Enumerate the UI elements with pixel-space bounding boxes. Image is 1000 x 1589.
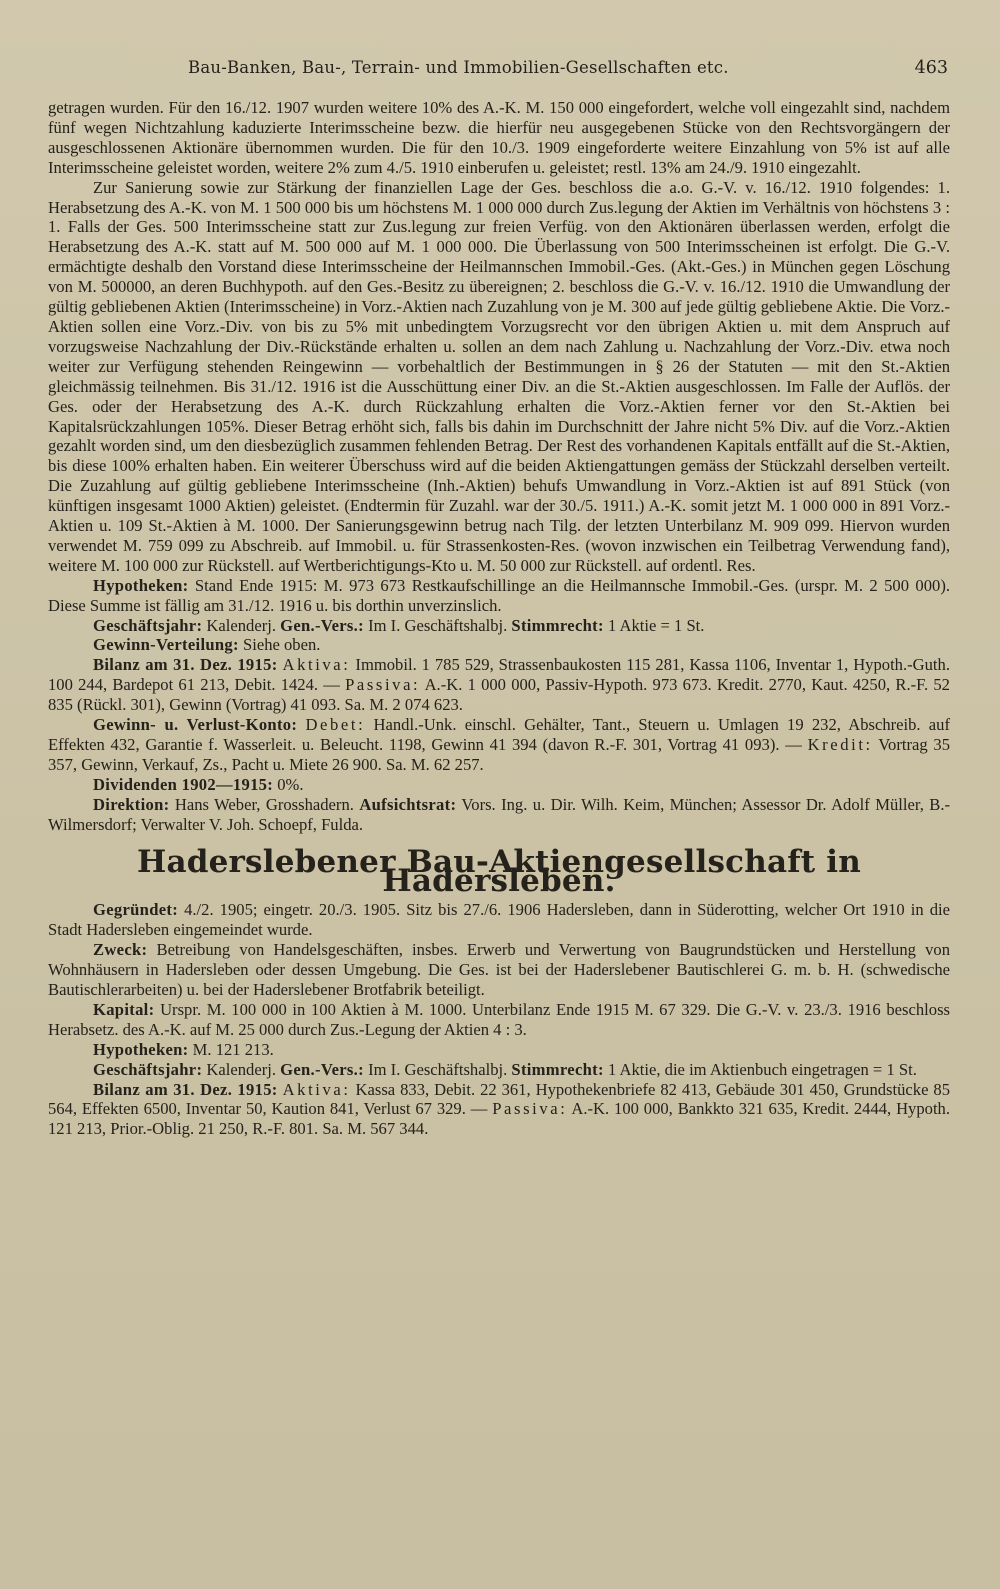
entry-label: Zweck: <box>93 940 148 960</box>
paragraph: getragen wurden. Für den 16./12. 1907 wurden weitere 10% des A.-K. M. 150 000 eingefordert, welche voll eingezahlt sind, nachdem fünf wegen Nichtzahlung kaduzierte Interimsscheine bezw. die hierfür neu ausgegebenen Stücke von den Rechtsvorgängern der ausgeschlossenen Aktionäre übernommen wurden. Die für den 10./3. 1909 eingeforderte weitere Einzahlung von 5% ist auf alle Interimsscheine geleistet worden, weitere 2% zum 4./5. 1910 einberufen u. geleistet; restl. 13% am 24./9. 1910 eingezahlt. <box>48 98 950 177</box>
entry-text: Im I. Geschäftshalbj. <box>363 1059 512 1079</box>
entry-text: 1 Aktie, die im Aktienbuch eingetragen = 1 St. <box>603 1059 917 1079</box>
running-head <box>188 58 948 78</box>
entry-label: Gen.-Vers.: <box>280 1059 364 1079</box>
passiva-label: Passiva: <box>492 1099 568 1119</box>
entry-label: Gewinn-Verteilung: <box>93 635 239 655</box>
entry-text: A.-K. 100 000, Bankkto 321 635, Kredit. 2444, Hypoth. 121 213, Prior.-Oblig. 21 250, R.-F. 801. Sa. M. 567 344. <box>48 1099 951 1139</box>
entry-kapital <box>48 1000 950 1040</box>
body-text <box>48 98 950 1139</box>
entry-text: 4./2. 1905; eingetr. 20./3. 1905. Sitz bis 27./6. 1906 Hadersleben, dann in Süderotting, welcher Ort 1910 in die Stadt Hadersleben eingemeindet wurde. <box>48 900 950 940</box>
entry-bilanz <box>48 655 950 715</box>
entry-geschaeftsjahr-2 <box>48 1060 950 1080</box>
entry-label: Kapital: <box>93 999 155 1019</box>
entry-guv <box>48 715 950 775</box>
entry-label: Gen.-Vers.: <box>280 615 364 635</box>
entry-hypotheken-2 <box>48 1040 950 1060</box>
entry-text: Immobil. 1 785 529, Strassenbaukosten 115 281, Kassa 1106, Inventar 1, Hypoth.-Guth. 100 244, Bardepot 61 213, Debit. 1424. — <box>48 655 950 695</box>
entry-text: 0%. <box>273 774 304 794</box>
running-title: Bau-Banken, Bau-, Terrain- und Immobilien-Gesellschaften etc. <box>188 58 729 77</box>
entry-direktion <box>48 795 950 835</box>
entry-dividenden <box>48 775 950 795</box>
passiva-label: Passiva: <box>345 675 421 695</box>
entry-label: Dividenden 1902—1915: <box>93 774 274 794</box>
entry-label: Stimmrecht: <box>511 615 604 635</box>
paragraph: Zur Sanierung sowie zur Stärkung der finanziellen Lage der Ges. beschloss die a.o. G.-V. v. 16./12. 1910 folgendes: 1. Herabsetzung des A.-K. von M. 1 500 000 bis um höchstens M. 1 000 000 durch Zus.legung der Aktien im Verhältnis von höchstens 3 : 1. Falls der Ges. 500 Interimsscheine statt zur Zus.legung zur freien Verfüg. von den Aktionären überlassen werden, erfolgt die Herabsetzung des A.-K. statt auf M. 500 000 auf M. 1 000 000. Die Überlassung von 500 Interimsscheinen ist erfolgt. Die G.-V. ermächtigte deshalb den Vorstand diese Interimsscheine der Heilmannschen Immobil.-Ges. (Akt.-Ges.) in München gegen Löschung von M. 500000, an deren Buchhypoth. auf den Ges.-Besitz zu übereignen; 2. beschloss die G.-V. v. 16./12. 1910 die Umwandlung der gültig gebliebenen Aktien (Interimsscheine) in Vorz.-Aktien nach Zuzahlung von je M. 300 auf jede gültig gebliebene Aktie. Die Vorz.-Aktien sollen eine Vorz.-Div. von bis zu 5% mit unbedingtem Vorzugsrecht vor den übrigen Aktien u. mit dem Anspruch auf vorzugsweise Nachzahlung der Div.-Rückstände erhalten u. sollen an dem nach Zahlung u. Nachzahlung der Vorz.-Div. etwa noch weiter zur Verfügung stehenden Reingewinn — vorbehaltlich der Bestimmungen in § 26 der Statuten — mit den St.-Aktien gleichmässig teilnehmen. Bis 31./12. 1916 ist die Ausschüttung einer Div. an die St.-Aktien ausgeschlossen. Im Falle der Auflös. der Ges. oder der Herabsetzung des A.-K. durch Rückzahlung erhalten die Vorz.-Aktien ferner vor den St.-Aktien bei Kapitalsrückzahlungen 105%. Dieser Betrag erhöht sich, falls bis dahin im Durchschnitt der Jahre nicht 5% Div. auf die Vorz.-Aktien gezahlt worden sind, um den diesbezüglich zusammen fehlenden Betrag. Der Rest des vorhandenen Kapitals entfällt auf die St.-Aktien, bis diese 100% erhalten haben. Ein weiterer Überschuss wird auf die beiden Aktiengattungen gemäss der Stückzahl derselben verteilt. Die Zuzahlung auf gültig gebliebene Interimsscheine (Inh.-Aktien) behufs Umwandlung in Vorz.-Aktien ist auf 891 Stück (von künftigen insgesamt 1000 Aktien) geleistet. (Endtermin für Zuzahl. war der 30./5. 1911.) A.-K. somit jetzt M. 1 000 000 in 891 Vorz.-Aktien u. 109 St.-Aktien à M. 1000. Der Sanierungsgewinn betrug nach Tilg. der letzten Unterbilanz M. 909 099. Hiervon wurden verwendet M. 759 099 zu Abschreib. auf Immobil. u. für Strassenkosten-Res. (wovon inzwischen ein Teilbetrag Verwendung fand), weitere M. 100 000 zur Rückstell. auf Wertberichtigungs-Kto u. M. 50 000 zur Rückstell. auf ordentl. Res. <box>48 177 950 575</box>
page-number: 463 <box>914 58 948 78</box>
entry-text: Hans Weber, Grosshadern. <box>169 794 360 814</box>
entry-text: Kassa 833, Debit. 22 361, Hypothekenbriefe 82 413, Gebäude 301 450, Grundstücke 85 564, Effekten 6500, Inventar 50, Kaution 841, Verlust 67 329. — <box>48 1079 950 1119</box>
entry-text: 1 Aktie = 1 St. <box>603 615 705 635</box>
entry-text: Betreibung von Handelsgeschäften, insbes. Erwerb und Verwertung von Baugrundstücken und Herstellung von Wohnhäusern in Hadersleben oder dessen Umgebung. Die Ges. ist bei der Haderslebener Bautischlerei G. m. b. H. (schwedische Bautischlerarbeiten) u. bei der Haderslebener Brotfabrik beteiligt. <box>48 940 950 999</box>
company-heading: Haderslebener Bau-Aktiengesellschaft in Hadersleben. <box>136 843 862 900</box>
entry-gewinnverteilung <box>48 635 950 655</box>
entry-gegruendet <box>48 900 950 940</box>
entry-text: Urspr. M. 100 000 in 100 Aktien à M. 1000. Unterbilanz Ende 1915 M. 67 329. Die G.-V. v. 23./3. 1916 beschloss Herabsetz. des A.-K. auf M. 25 000 durch Zus.-Legung der Aktien 4 : 3. <box>48 999 950 1039</box>
entry-label: Bilanz am 31. Dez. 1915: <box>93 655 278 675</box>
entry-label: Geschäftsjahr: <box>93 1059 203 1079</box>
entry-text: Handl.-Unk. einschl. Gehälter, Tant., Steuern u. Umlagen 19 232, Abschreib. auf Effekten 432, Garantie f. Wasserleit. u. Beleucht. 1198, Gewinn 41 394 (davon R.-F. 301, Vortrag 41 093). — <box>48 715 950 754</box>
entry-label: Hypotheken: <box>93 1039 189 1059</box>
entry-label: Hypotheken: <box>93 575 189 595</box>
kredit-label: Kredit: <box>807 735 873 754</box>
entry-label: Aufsichtsrat: <box>359 794 457 814</box>
entry-hypotheken <box>48 576 950 616</box>
aktiva-label: Aktiva: <box>282 1079 351 1099</box>
entry-text: Kalenderj. <box>202 615 281 635</box>
entry-text: Stand Ende 1915: M. 973 673 Restkaufschillinge an die Heilmannsche Immobil.-Ges. (urspr. M. 2 500 000). Diese Summe ist fällig am 31./12. 1916 u. bis dorthin unverzinslich. <box>48 575 950 615</box>
entry-text: M. 121 213. <box>188 1039 274 1059</box>
entry-label: Gewinn- u. Verlust-Konto: <box>93 715 298 735</box>
entry-label: Geschäftsjahr: <box>93 615 203 635</box>
entry-label: Gegründet: <box>93 900 179 920</box>
entry-label: Stimmrecht: <box>511 1059 604 1079</box>
entry-text: A.-K. 1 000 000, Passiv-Hypoth. 973 673. Kredit. 2770, Kaut. 4250, R.-F. 52 835 (Rückl. 301), Gewinn (Vortrag) 41 093. Sa. M. 2 074 623. <box>48 675 950 715</box>
entry-label: Direktion: <box>93 794 170 814</box>
entry-text: Vors. Ing. u. Dir. Wilh. Keim, München; Assessor Dr. Adolf Müller, B.-Wilmersdorf; Verwalter V. Joh. Schoepf, Fulda. <box>48 794 950 834</box>
aktiva-label: Aktiva: <box>282 655 351 675</box>
entry-text: Im I. Geschäftshalbj. <box>363 615 512 635</box>
entry-text: Vortrag 35 357, Gewinn, Verkauf, Zs., Pacht u. Miete 26 900. Sa. M. 62 257. <box>48 735 950 774</box>
entry-text: Kalenderj. <box>202 1059 281 1079</box>
entry-bilanz-2 <box>48 1080 950 1140</box>
entry-geschaeftsjahr <box>48 616 950 636</box>
debet-label: Debet: <box>305 715 366 735</box>
entry-zweck <box>48 940 950 1000</box>
entry-label: Bilanz am 31. Dez. 1915: <box>93 1079 278 1099</box>
entry-text: Siehe oben. <box>238 635 321 655</box>
